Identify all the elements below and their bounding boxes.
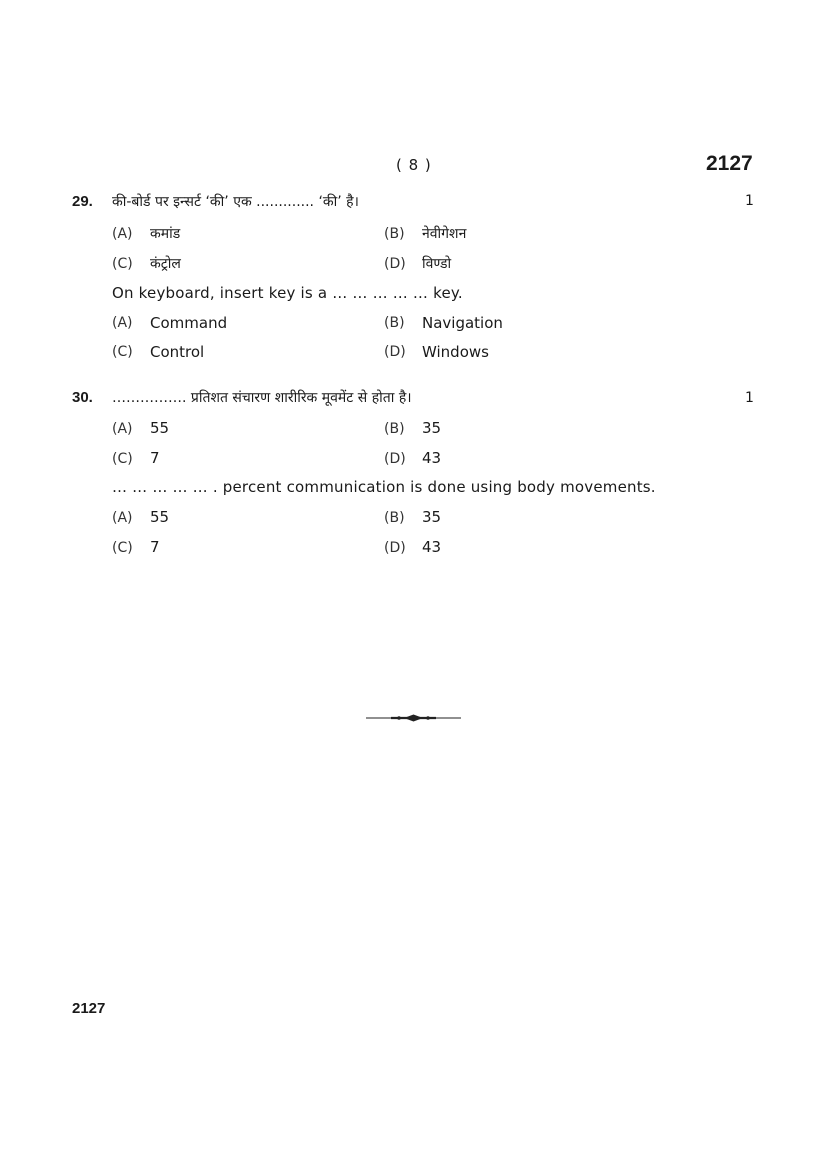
option-text: विण्डो (422, 256, 452, 272)
option-label: (B) (384, 315, 405, 331)
option-text: 7 (150, 449, 160, 467)
end-ornament-divider (366, 712, 461, 724)
option-label: (B) (384, 510, 405, 526)
question-number: 30. (72, 389, 93, 406)
option-label: (A) (112, 315, 133, 331)
question-text-hindi: ……………. प्रतिशत संचारण शारीरिक मूवमेंट से होता है। (112, 390, 412, 406)
option-label: (A) (112, 510, 133, 526)
question-text-english: … … … … … . percent communication is done using body movements. (112, 478, 656, 496)
option-label: (D) (384, 344, 406, 360)
option-label: (D) (384, 256, 406, 272)
option-text: कंट्रोल (150, 256, 181, 272)
option-label: (C) (112, 256, 133, 272)
option-text: 43 (422, 538, 442, 556)
option-label: (C) (112, 344, 133, 360)
option-text: Command (150, 314, 228, 332)
option-label: (C) (112, 451, 133, 467)
option-label: (A) (112, 226, 133, 242)
option-label: (B) (384, 226, 405, 242)
option-text: Navigation (422, 314, 503, 332)
question-number: 29. (72, 193, 93, 210)
option-text: 7 (150, 538, 160, 556)
option-text: 55 (150, 419, 170, 437)
question-marks: 1 (745, 390, 754, 406)
question-marks: 1 (745, 193, 754, 209)
option-text: 35 (422, 508, 442, 526)
option-text: कमांड (150, 226, 181, 242)
option-text: 43 (422, 449, 442, 467)
option-text: 35 (422, 419, 442, 437)
option-text: Control (150, 343, 205, 361)
option-label: (B) (384, 421, 405, 437)
paper-code-footer: 2127 (72, 1000, 106, 1017)
option-text: नेवीगेशन (422, 226, 467, 242)
option-text: 55 (150, 508, 170, 526)
option-label: (C) (112, 540, 133, 556)
option-label: (D) (384, 540, 406, 556)
question-text-english: On keyboard, insert key is a … … … … … key. (112, 284, 463, 302)
option-label: (A) (112, 421, 133, 437)
question-text-hindi: की-बोर्ड पर इन्सर्ट ‘की’ एक ............. ‘की’ है। (112, 194, 359, 210)
page-number: ( 8 ) (396, 156, 432, 174)
paper-code-header: 2127 (706, 152, 753, 175)
option-label: (D) (384, 451, 406, 467)
option-text: Windows (422, 343, 489, 361)
